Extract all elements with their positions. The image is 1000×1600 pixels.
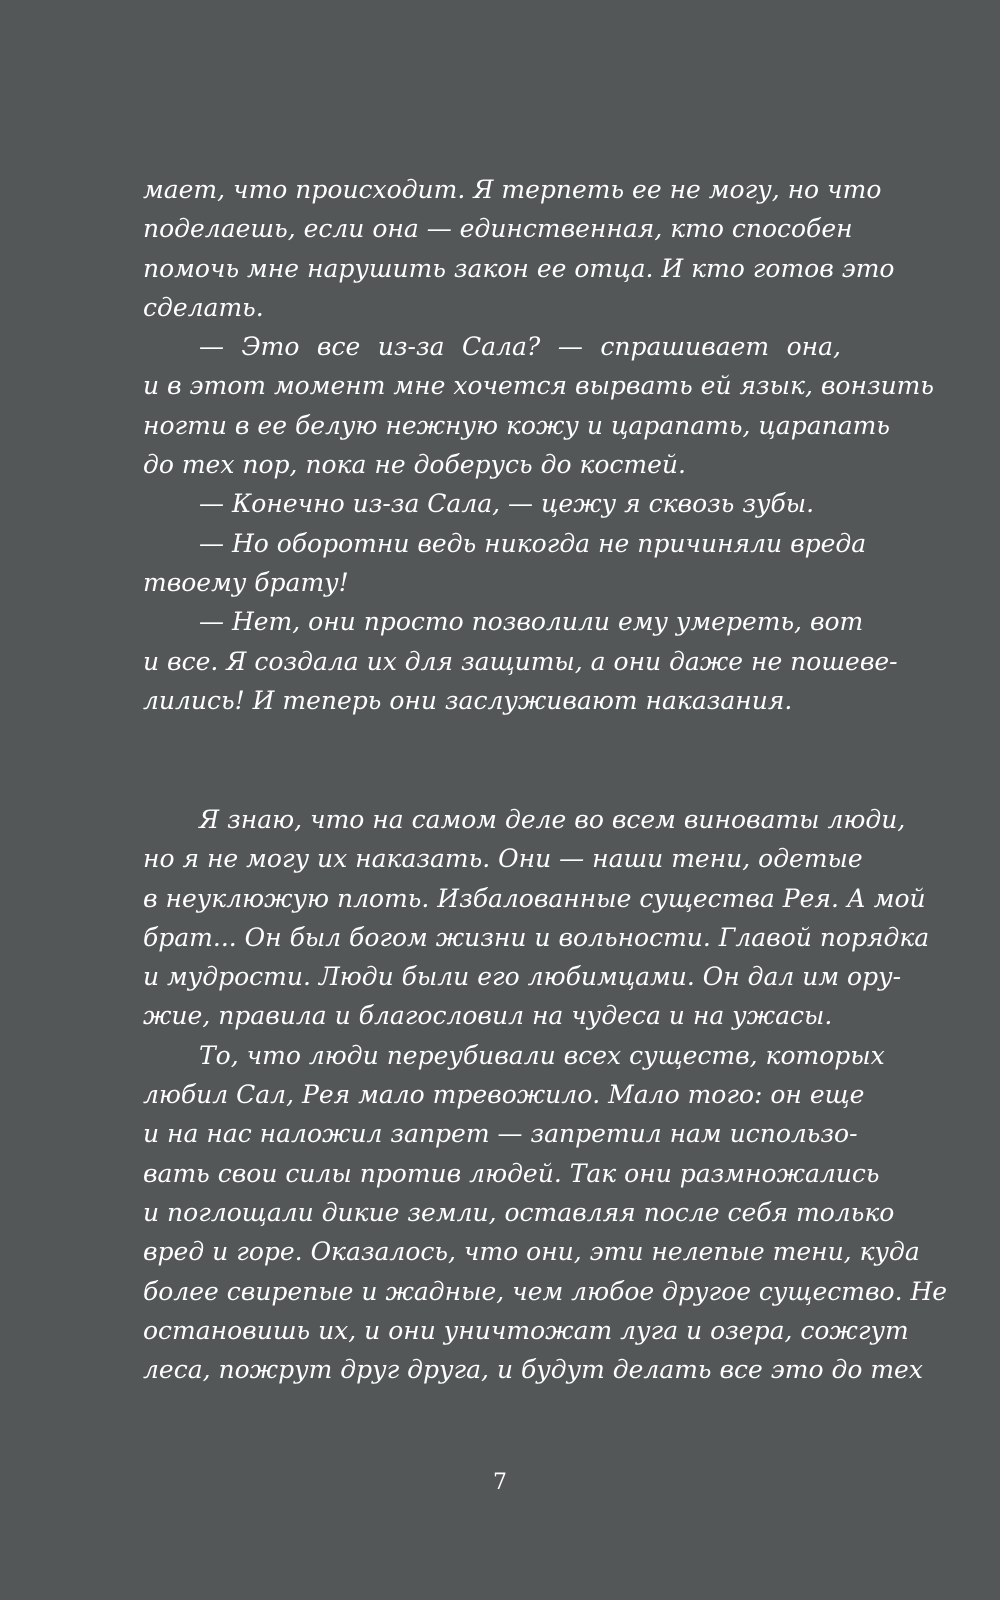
text-line: любил Сал, Рея мало тревожило. Мало того: он еще: [143, 1080, 865, 1110]
text-line: брат... Он был богом жизни и вольности. Главой порядка: [143, 922, 930, 952]
text-line: ногти в ее белую нежную кожу и царапать, царапать: [143, 410, 890, 440]
text-line: помочь мне нарушить закон ее отца. И кто готов это: [143, 253, 895, 283]
text-section-1: [143, 170, 934, 720]
text-line: и на нас наложил запрет — запретил нам использо-: [143, 1119, 858, 1149]
text-line: мает, что происходит. Я терпеть ее не могу, но что: [143, 175, 882, 204]
text-line: жие, правила и благословил на чудеса и на ужасы.: [143, 1001, 833, 1031]
text-line: — Это все из-за Сала? — спрашивает она,: [199, 332, 841, 362]
text-section-2: [143, 800, 948, 1389]
text-line: сделать.: [143, 292, 264, 322]
text-line: лились! И теперь они заслуживают наказания.: [143, 685, 793, 715]
text-line: более свирепые и жадные, чем любое другое существо. Не: [143, 1276, 948, 1306]
text-line: и все. Я создала их для защиты, а они даже не пошеве-: [143, 646, 898, 676]
text-line: вред и горе. Оказалось, что они, эти нелепые тени, куда: [143, 1237, 920, 1267]
text-line: поделаешь, если она — единственная, кто способен: [143, 214, 853, 244]
text-line: и в этот момент мне хочется вырвать ей язык, вонзить: [143, 371, 934, 401]
text-line: в неуклюжую плоть. Избалованные существа Рея. А мой: [143, 883, 926, 913]
text-line: но я не могу их наказать. Они — наши тени, одетые: [143, 844, 863, 874]
text-line: до тех пор, пока не доберусь до костей.: [143, 450, 686, 480]
text-line: остановишь их, и они уничтожат луга и озера, сожгут: [143, 1315, 909, 1345]
text-line: твоему брату!: [143, 567, 349, 597]
text-line: — Но оборотни ведь никогда не причиняли вреда: [199, 528, 867, 558]
text-line: — Конечно из-за Сала, — цежу я сквозь зубы.: [199, 489, 815, 519]
text-line: То, что люди переубивали всех существ, которых: [199, 1040, 885, 1070]
page-number: 7: [493, 1470, 507, 1495]
text-line: — Нет, они просто позволили ему умереть, вот: [199, 607, 864, 637]
text-line: и поглощали дикие земли, оставляя после себя только: [143, 1197, 895, 1227]
text-line: Я знаю, что на самом деле во всем виноваты люди,: [199, 805, 906, 834]
text-line: леса, пожрут друг друга, и будут делать все это до тех: [143, 1355, 923, 1385]
text-line: вать свои силы против людей. Так они размножались: [143, 1158, 880, 1188]
text-line: и мудрости. Люди были его любимцами. Он дал им ору-: [143, 962, 902, 992]
